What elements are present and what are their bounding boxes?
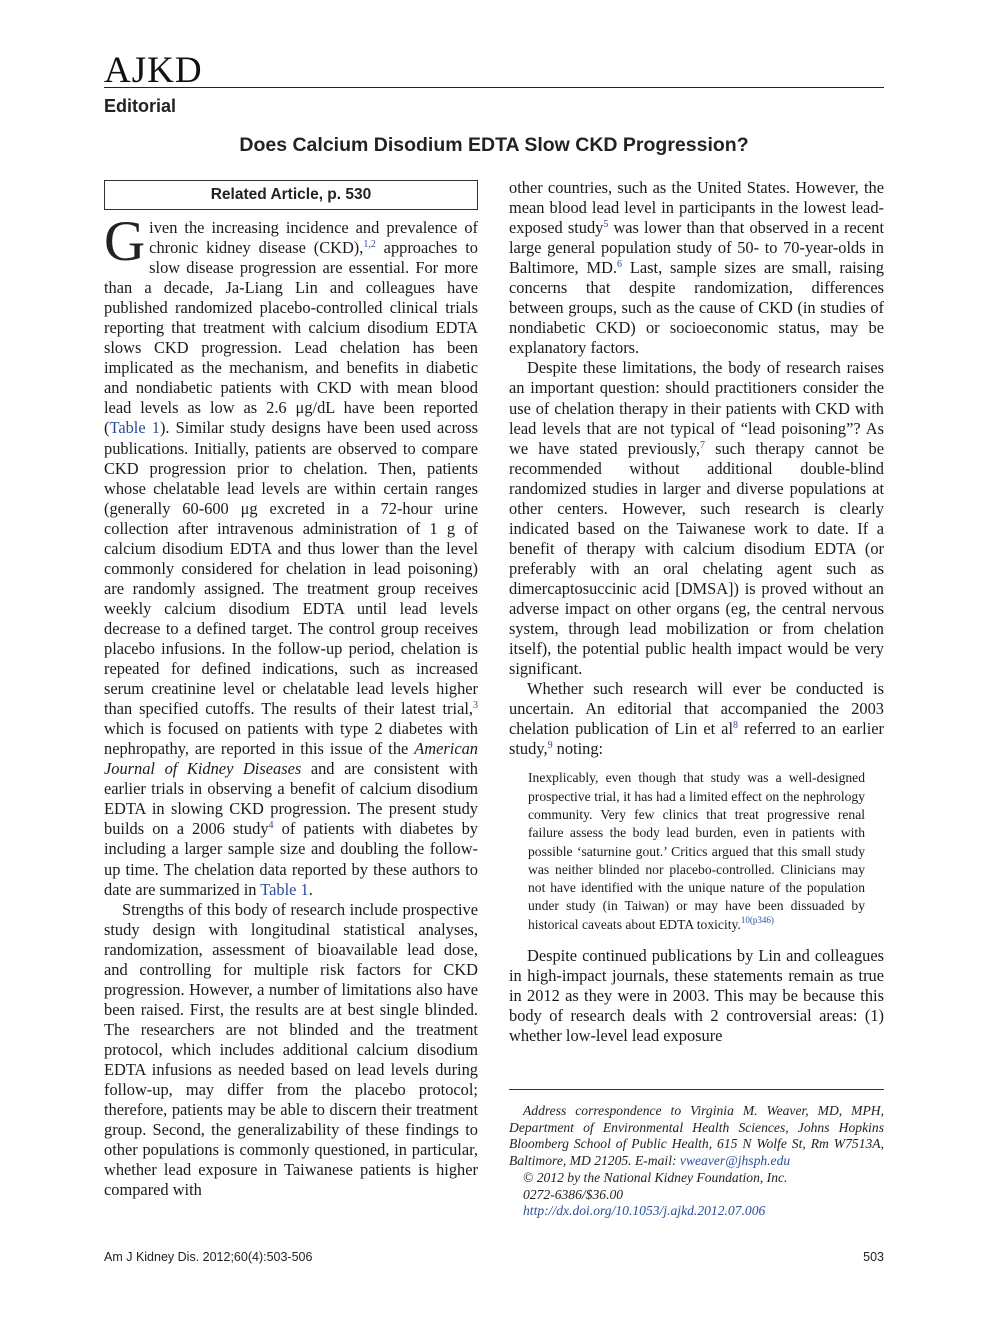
issn-line: 0272-6386/$36.00 <box>523 1186 624 1202</box>
reference-link[interactable]: 9 <box>547 740 553 752</box>
citation: Am J Kidney Dis. 2012;60(4):503-506 <box>104 1250 313 1264</box>
reference-link[interactable]: 3 <box>473 700 478 712</box>
related-article-box[interactable]: Related Article, p. 530 <box>104 180 478 210</box>
paragraph: other countries, such as the United States. However, the mean blood lead level in participants in the lowest lead-exposed study$^5$ was lower than that observed in a recent large general population study of 50- to 70-year-olds in Baltimore, MD.$^6$ Last, sample sizes are small, raising concerns that despite randomization, differences between groups, such as the cause of CKD (in studies of nondiabetic CKD) or socioeconomic status, may be explanatory factors. <box>509 178 884 358</box>
drop-cap: G <box>104 210 146 273</box>
block-quote: Inexplicably, even though that study was a well-designed prospective trial, it has had a limited effect on the nephrology community. Very few clinics that treat progressive renal failure assess the body lead burden, even in patients with possible ‘saturnine gout.’ Critics argued that this small study was neither blinded nor placebo-controlled. Clinicians may not have identified with the unique nature of the population under study (in Taiwan) or may have been dissuaded by historical caveats about EDTA toxicity.$^{10(p346)}$ <box>528 770 865 932</box>
journal-logo: AJKD <box>104 50 203 91</box>
email-link[interactable]: vweaver@jhsph.edu <box>679 1153 791 1169</box>
right-column <box>509 178 884 1046</box>
reference-link[interactable]: 4 <box>268 820 274 832</box>
doi-link[interactable]: http://dx.doi.org/10.1053/j.ajkd.2012.07.006 <box>523 1203 766 1219</box>
reference-link[interactable]: 10(p346) <box>740 914 774 925</box>
page-number: 503 <box>863 1250 884 1264</box>
reference-link[interactable]: 7 <box>700 439 705 451</box>
paragraph: Whether such research will ever be conducted is uncertain. An editorial that accompanied the 2003 chelation publication of Lin et $al^8$ referred to an earlier study,$^9$ noting: <box>509 679 885 759</box>
left-column <box>104 210 478 1200</box>
correspondence-address: Address correspondence to Virginia M. Weaver, MD, MPH, Department of Environmental Health Sciences, Johns Hopkins Bloomberg School of Public Health, 615 N Wolfe St, Rm W7513A, Baltimore, MD 21205. E-mail: vweaver@jhsph.edu <box>509 1103 884 1169</box>
paragraph: Despite these limitations, the body of research raises an important question: should practitioners consider the use of chelation therapy in their patients with CKD with lead levels that are not typical of “lead poisoning”? As we have stated previously,$^7$ such therapy cannot be recommended without additional double-blind randomized studies in larger and diverse populations at other centers. However, such research is clearly indicated based on the Taiwanese work to date. If a benefit of therapy with calcium disodium EDTA (or preferably with an oral chelating agent such as dimercaptosuccinic acid [DMSA]) is proved without an adverse impact on other organs (eg, the central nervous system, through lead mobilization or from chelation itself), the potential public health impact would be very significant. <box>509 358 884 679</box>
reference-link[interactable]: 1,2 <box>363 239 376 251</box>
table-link[interactable]: Table 1 <box>260 879 309 899</box>
reference-link[interactable]: 5 <box>603 219 609 231</box>
section-label: Editorial <box>104 96 177 116</box>
copyright-line: © 2012 by the National Kidney Foundation, Inc. <box>523 1169 788 1185</box>
header-rule <box>104 87 884 88</box>
journal-header <box>104 50 884 116</box>
footnote-rule <box>509 1089 884 1090</box>
running-footer <box>104 1250 884 1264</box>
correspondence-footnote <box>509 1103 884 1220</box>
reference-link[interactable]: 6 <box>617 259 623 271</box>
table-link[interactable]: Table 1 <box>109 418 160 438</box>
reference-link[interactable]: 8 <box>733 720 738 732</box>
journal-name: American Journal of Kidney Diseases <box>104 739 478 779</box>
paragraph: Despite continued publications by Lin and colleagues in high-impact journals, these statements remain as true in 2012 as they were in 2003. This may be because this body of research deals with 2 controversial areas: (1) whether low-level lead exposure <box>509 946 884 1046</box>
paragraph: Given the increasing incidence and prevalence of chronic kidney disease (CKD),$^{1,2}$ approaches to slow disease progression are essential. For more than a decade, Ja-Liang Lin and colleagues have published randomized placebo-controlled clinical trials reporting that treatment with calcium disodium EDTA slows CKD progression. Lead chelation has been implicated as the mechanism, and benefits in diabetic and nondiabetic patients with CKD with mean blood lead levels as low as 2.6 μg/dL have been reported (Table 1). Similar study designs have been used across publications. Initially, patients are observed to compare CKD progression prior to chelation. Then, patients whose chelatable lead levels are within certain ranges (generally 60-600 μg excreted in a 72-hour urine collection after intravenous administration of 1 g of calcium disodium EDTA and thus lower than the level commonly considered for chelation in lead poisoning) are randomly assigned. The treatment group receives weekly calcium disodium EDTA until lead levels decrease to a defined target. The control group receives placebo infusions. In the follow-up period, chelation is repeated for defined indications, such as increased serum creatinine level or chelatable lead levels higher than specified cutoffs. The results of their latest trial,$^3$ which is focused on patients with type 2 diabetes with nephropathy, are reported in this issue of the American Journal of Kidney Diseases and are consistent with earlier trials in observing a benefit of calcium disodium EDTA in slowing CKD progression. The present study builds on a 2006 study$^4$ of patients with diabetes by including a larger sample size and doubling the follow-up time. The chelation data reported by these authors to date are summarized in Table 1. <box>104 210 478 899</box>
paragraph: Strengths of this body of research include prospective study design with longitudinal statistical analyses, randomization, assessment of bioavailable lead dose, and controlling for multiple risk factors for CKD progression. However, a number of limitations also have been raised. First, the results are at best single blinded. The researchers are not blinded and the treatment protocol, which includes additional calcium disodium EDTA infusions as needed based on lead levels during follow-up, may differ from the placebo protocol; therefore, patients may be able to discern their treatment group. Second, the generalizability of these findings to other populations is commonly questioned, in particular, whether lead exposure in Taiwanese patients is higher compared with <box>104 899 478 1200</box>
article-title: Does Calcium Disodium EDTA Slow CKD Progression? <box>239 134 749 156</box>
